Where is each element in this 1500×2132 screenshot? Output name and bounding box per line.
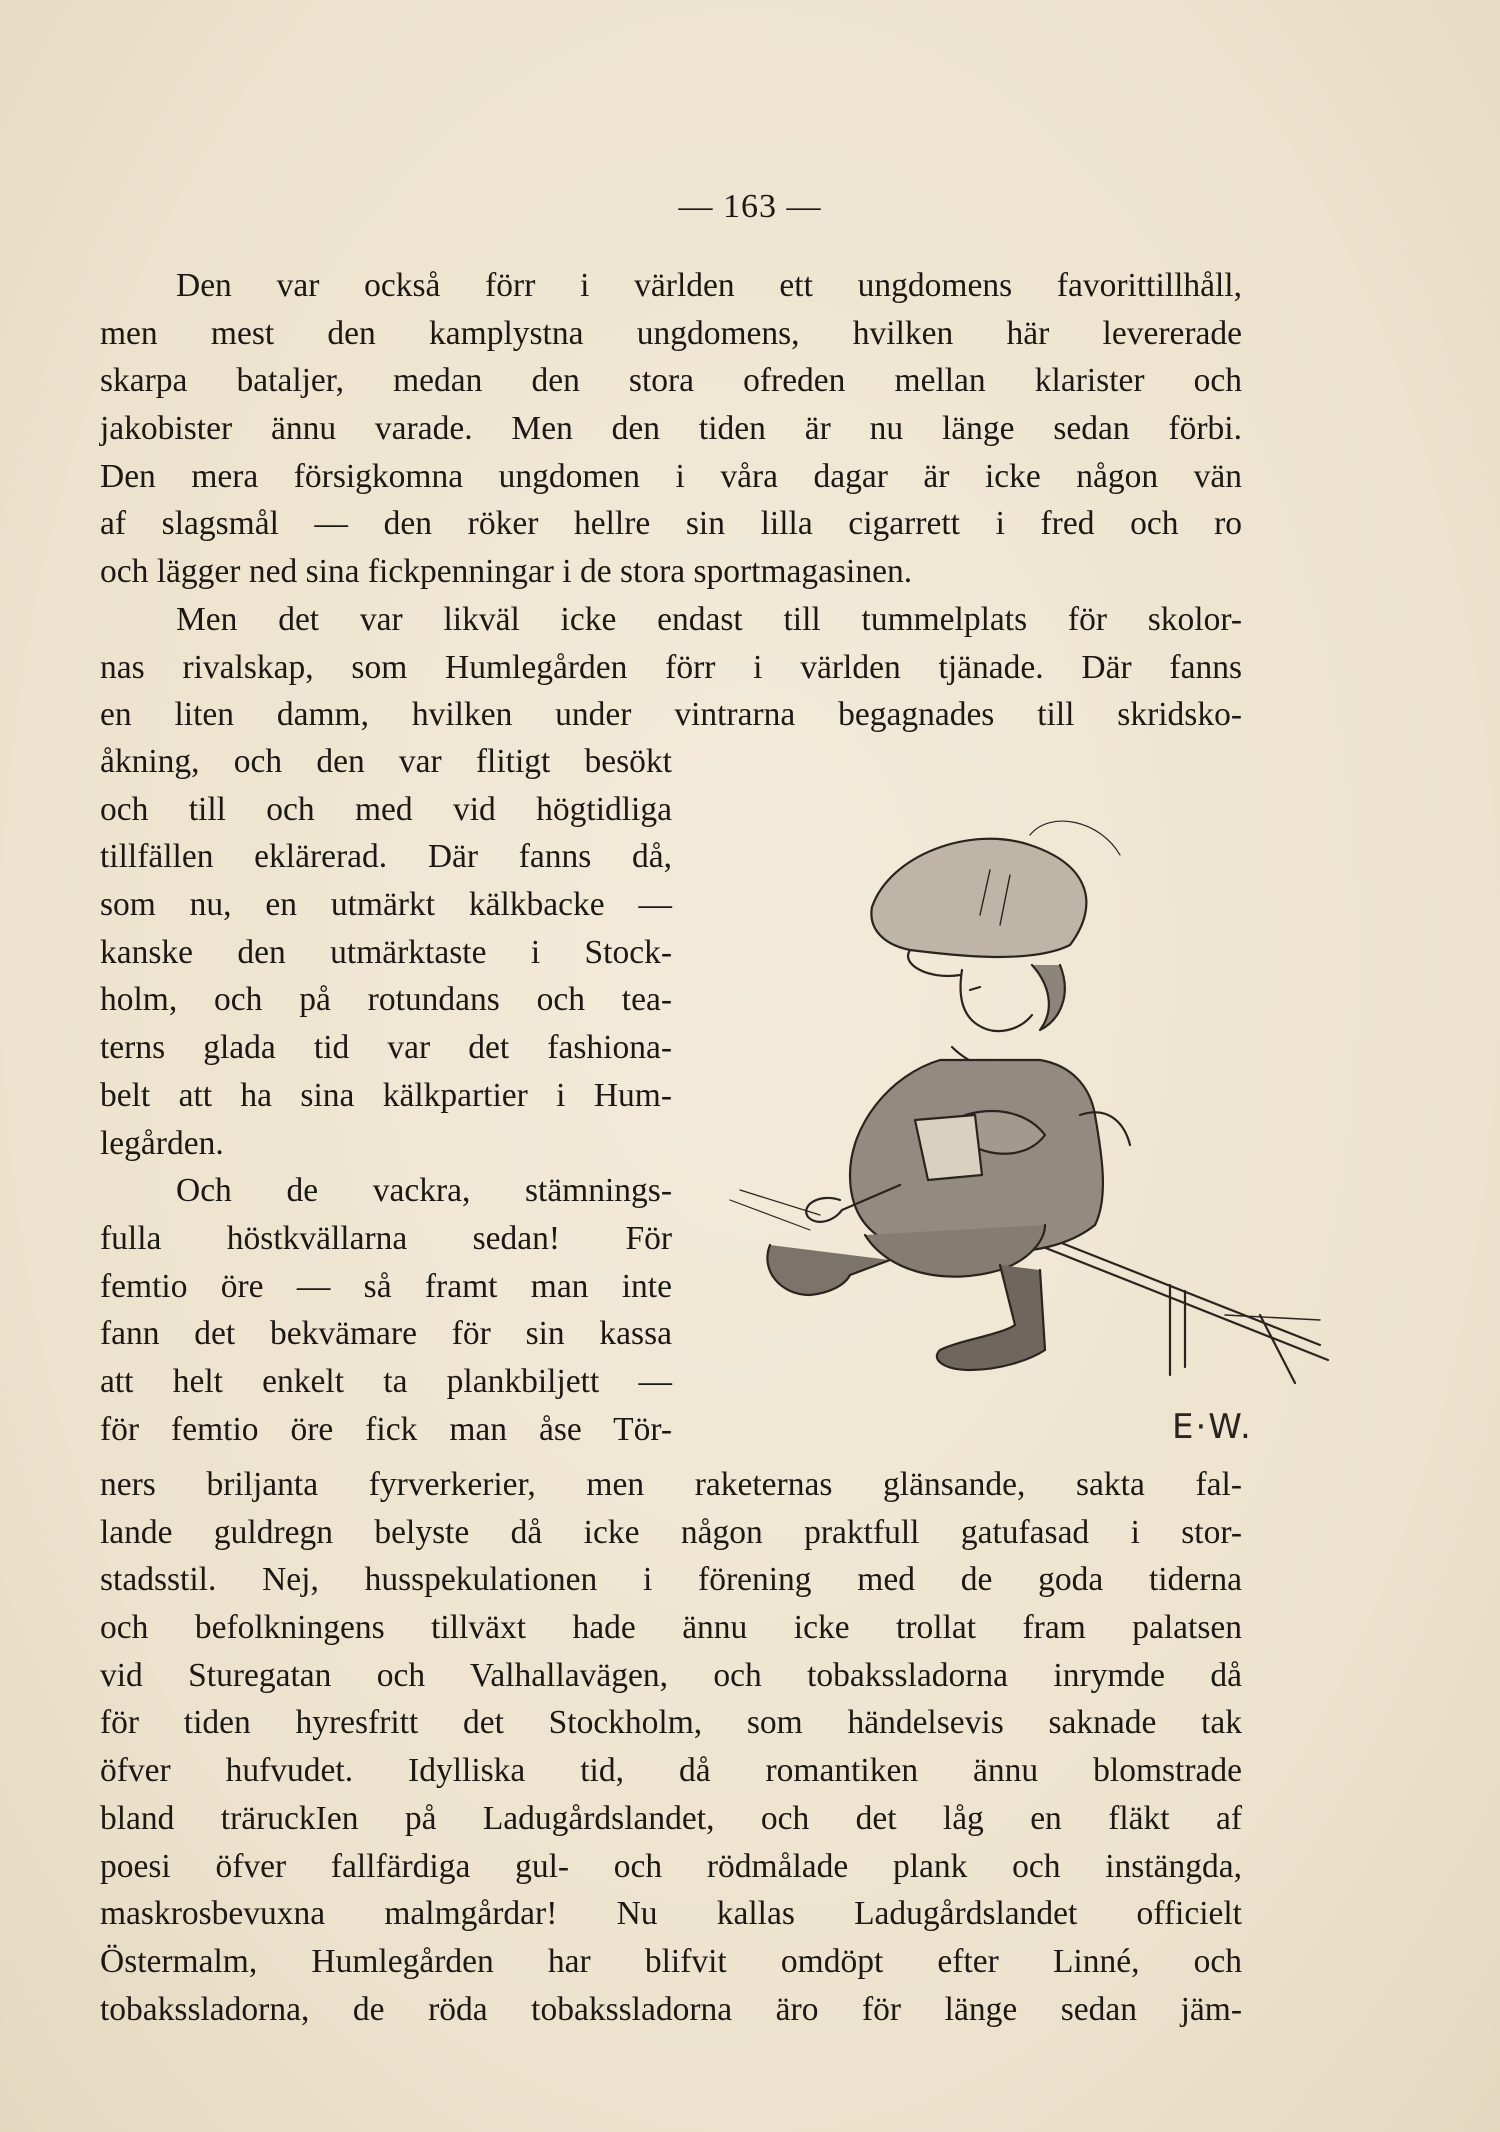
text-line: tobakssladorna, de röda tobakssladorna äro för länge sedan jäm-	[100, 1990, 1242, 2028]
text-line: bland träruckIen på Ladugårdslandet, och det låg en fläkt af	[100, 1799, 1242, 1837]
text-line: fulla höstkvällarna sedan! För	[100, 1219, 672, 1257]
text-line: och befolkningens tillväxt hade ännu icke trollat fram palatsen	[100, 1609, 1242, 1647]
text-line: tillfällen eklärerad. Där fanns då,	[100, 838, 672, 876]
text-line: legården.	[100, 1124, 224, 1162]
text-line: maskrosbevuxna malmgårdar! Nu kallas Ladugårdslandet officielt	[100, 1895, 1242, 1933]
text-line: nas rivalskap, som Humlegården förr i världen tjänade. Där fanns	[100, 648, 1242, 686]
text-line: af slagsmål — den röker hellre sin lilla cigarrett i fred och ro	[100, 505, 1242, 543]
text-line: Östermalm, Humlegården har blifvit omdöpt efter Linné, och	[100, 1942, 1242, 1980]
text-line: åkning, och den var flitigt besökt	[100, 743, 672, 780]
text-line: holm, och på rotundans och tea-	[100, 981, 672, 1019]
text-line: poesi öfver fallfärdiga gul- och rödmålade plank och instängda,	[100, 1847, 1242, 1885]
child-on-bench-illustration	[700, 815, 1360, 1455]
text-line: Och de vackra, stämnings-	[176, 1172, 672, 1210]
text-line: men mest den kamplystna ungdomens, hvilken här levererade	[100, 314, 1242, 352]
text-line: och till och med vid högtidliga	[100, 790, 672, 828]
text-line: fann det bekvämare för sin kassa	[100, 1315, 672, 1353]
text-line: öfver hufvudet. Idylliska tid, då romantiken ännu blomstrade	[100, 1752, 1242, 1790]
text-line: vid Sturegatan och Valhallavägen, och tobakssladorna inrymde då	[100, 1656, 1242, 1694]
text-line: Den var också förr i världen ett ungdomens favorittillhåll,	[176, 267, 1242, 304]
text-line: att helt enkelt ta plankbiljett —	[100, 1362, 672, 1400]
paragraph-top	[100, 262, 1242, 739]
page-number: — 163 —	[678, 188, 822, 225]
text-line: Men det var likväl icke endast till tummelplats för skolor-	[176, 600, 1242, 638]
text-line: Den mera försigkomna ungdomen i våra dagar är icke någon vän	[100, 457, 1242, 495]
text-line: jakobister ännu varade. Men den tiden är nu länge sedan förbi.	[100, 410, 1242, 448]
text-line: stadsstil. Nej, husspekulationen i förening med de goda tiderna	[100, 1561, 1242, 1599]
text-line: och lägger ned sina fickpenningar i de stora sportmagasinen.	[100, 553, 913, 591]
text-line: för tiden hyresfritt det Stockholm, som händelsevis saknade tak	[100, 1704, 1242, 1742]
paragraph-bottom	[100, 1461, 1242, 2033]
text-line: femtio öre — så framt man inte	[100, 1267, 672, 1305]
text-line: en liten damm, hvilken under vintrarna begagnades till skridsko-	[100, 696, 1242, 734]
text-line: kanske den utmärktaste i Stock-	[100, 933, 672, 971]
text-line: lande guldregn belyste då icke någon praktfull gatufasad i stor-	[100, 1513, 1242, 1551]
illustration-signature: E·W.	[1172, 1407, 1253, 1447]
text-line: som nu, en utmärkt kälkbacke —	[100, 886, 672, 924]
text-line: terns glada tid var det fashiona-	[100, 1029, 672, 1067]
text-line: för femtio öre fick man åse Tör-	[100, 1410, 672, 1448]
text-line: ners briljanta fyrverkerier, men raketernas glänsande, sakta fal-	[100, 1466, 1242, 1503]
text-line: skarpa bataljer, medan den stora ofreden mellan klarister och	[100, 362, 1242, 400]
text-line: belt att ha sina kälkpartier i Hum-	[100, 1076, 672, 1114]
paragraph-narrow	[100, 738, 672, 1453]
